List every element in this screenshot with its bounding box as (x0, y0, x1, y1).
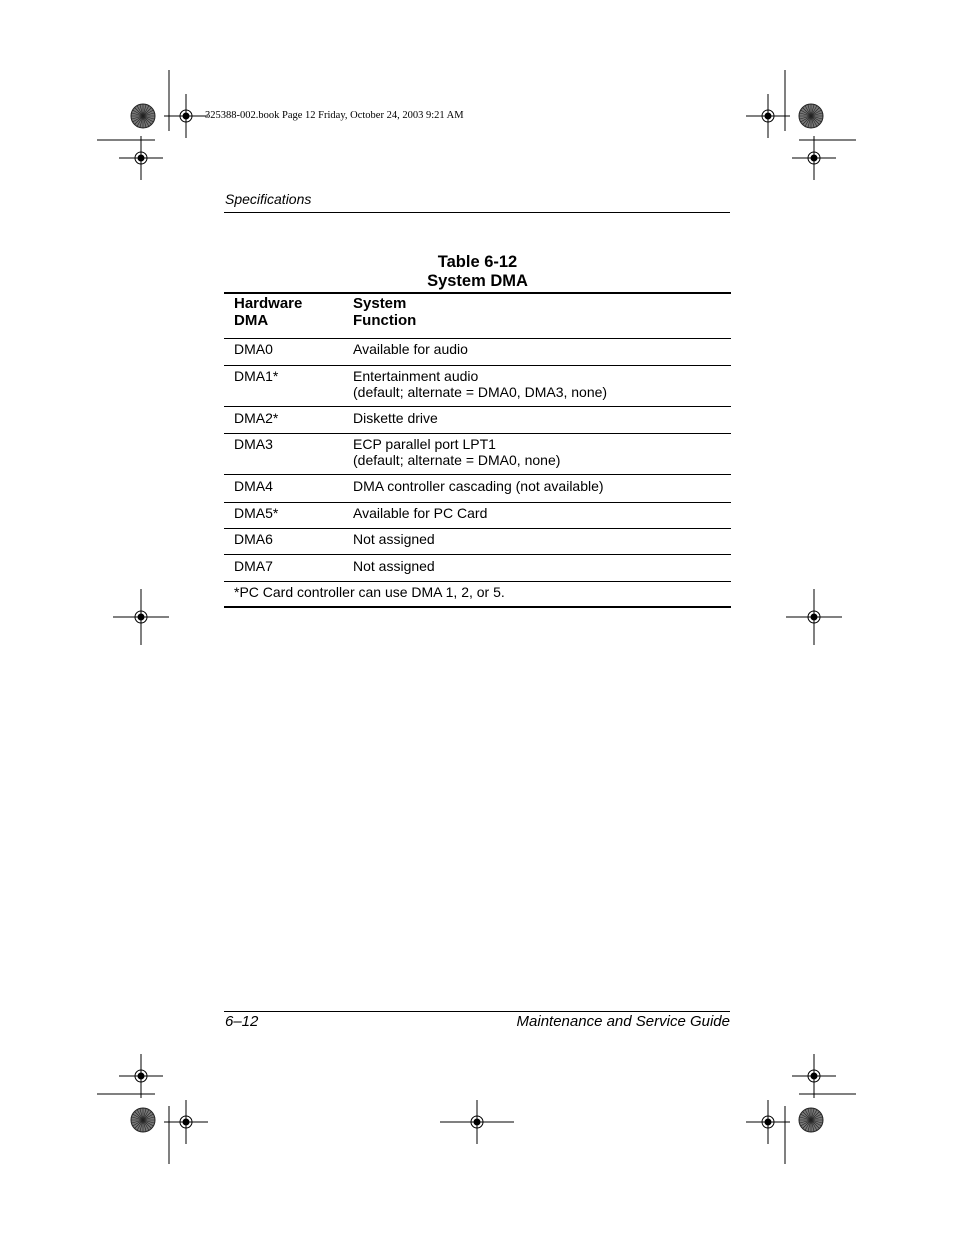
column-header-hardware-dma (234, 295, 302, 329)
system-function-line: ECP parallel port LPT1 (353, 436, 496, 452)
print-slug: 325388-002.book Page 12 Friday, October 24, 2003 9:21 AM (205, 110, 464, 121)
registration-mark-dot (183, 113, 189, 119)
hardware-dma-cell: DMA2* (234, 410, 279, 426)
table-footnote: *PC Card controller can use DMA 1, 2, or 5. (234, 584, 505, 600)
registration-mark-dot (811, 614, 817, 620)
system-function-cell (353, 531, 435, 547)
system-function-line: Available for audio (353, 341, 468, 357)
table-header-rule (224, 338, 731, 339)
hardware-dma-cell: DMA5* (234, 505, 279, 521)
system-function-cell (353, 478, 604, 494)
registration-mark-dot (811, 1073, 817, 1079)
header-rule (224, 212, 730, 213)
hardware-dma-cell: DMA6 (234, 531, 273, 547)
system-function-line: DMA controller cascading (not available) (353, 478, 604, 494)
system-function-line: Available for PC Card (353, 505, 488, 521)
running-header: Specifications (225, 191, 312, 207)
row-rule (224, 433, 731, 434)
system-function-cell (353, 341, 468, 357)
system-function-cell (353, 558, 435, 574)
hardware-dma-cell: DMA0 (234, 341, 273, 357)
registration-mark-dot (138, 1073, 144, 1079)
page-number: 6–12 (225, 1013, 259, 1030)
system-function-line: Entertainment audio (353, 368, 479, 384)
system-function-line: (default; alternate = DMA0, DMA3, none) (353, 384, 608, 400)
column-header-system-function (353, 295, 416, 329)
row-rule (224, 406, 731, 407)
table-top-rule (224, 292, 731, 294)
registration-mark-dot (183, 1119, 189, 1125)
row-rule (224, 528, 731, 529)
row-rule (224, 554, 731, 555)
system-function-cell (353, 505, 487, 521)
column-header-line: DMA (234, 312, 269, 329)
system-function-cell (353, 436, 560, 468)
system-function-cell (353, 368, 607, 400)
hardware-dma-cell: DMA4 (234, 478, 273, 494)
column-header-line: Hardware (234, 295, 303, 312)
system-function-line: Not assigned (353, 531, 435, 547)
registration-mark-dot (138, 614, 144, 620)
row-rule (224, 502, 731, 503)
column-header-line: System (353, 295, 407, 312)
row-rule (224, 365, 731, 366)
system-function-line: Not assigned (353, 558, 435, 574)
footer-rule (224, 1011, 730, 1012)
registration-mark-dot (765, 113, 771, 119)
hardware-dma-cell: DMA7 (234, 558, 273, 574)
system-function-line: Diskette drive (353, 410, 438, 426)
registration-mark-dot (138, 155, 144, 161)
system-function-cell (353, 410, 438, 426)
table-bottom-rule (224, 606, 731, 608)
hardware-dma-cell: DMA1* (234, 368, 279, 384)
row-rule (224, 581, 731, 582)
hardware-dma-cell: DMA3 (234, 436, 273, 452)
table-number: Table 6-12 (437, 253, 518, 271)
table-title: System DMA (427, 272, 528, 290)
system-function-line: (default; alternate = DMA0, none) (353, 452, 561, 468)
guide-title: Maintenance and Service Guide (516, 1013, 730, 1030)
column-header-line: Function (353, 312, 417, 329)
registration-mark-dot (765, 1119, 771, 1125)
registration-mark-dot (811, 155, 817, 161)
row-rule (224, 474, 731, 475)
